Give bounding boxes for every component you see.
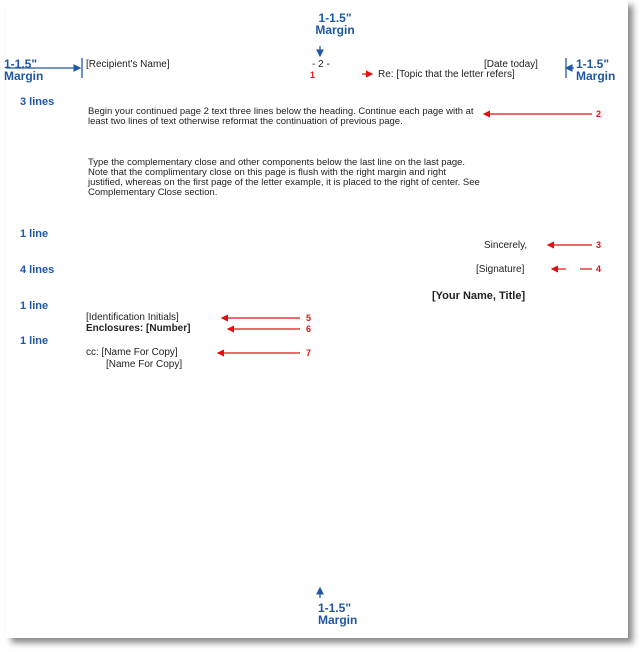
callout-number-3: 3 [596,240,602,250]
left-margin-word: Margin [4,69,44,83]
complimentary-close: Sincerely, [484,240,528,251]
recipient-name: [Recipient's Name] [86,59,170,70]
top-margin-label [300,12,370,36]
top-margin-word: Margin [315,23,355,37]
callout-number-7: 7 [306,348,312,358]
callout-number-4: 4 [596,264,602,274]
left-margin-label [4,58,76,82]
spacing-one-line-c: 1 line [20,335,49,347]
page-number: - 2 - [312,59,330,70]
bottom-margin-label [318,602,388,626]
callout-number-1: 1 [310,70,316,80]
signature: [Signature] [476,264,525,275]
callout-number-5: 5 [306,313,312,323]
right-margin-word: Margin [576,69,616,83]
spacing-one-line-a: 1 line [20,228,49,240]
spacing-three-lines: 3 lines [20,96,55,108]
right-margin-size: 1-1.5" [576,57,610,71]
date-today: [Date today] [484,59,538,70]
bottom-margin-word: Margin [318,613,358,627]
callout-number-6: 6 [306,324,312,334]
body-paragraph-1: Begin your continued page 2 text three lines below the heading. Continue each page with at least two lines of text otherwise reformat the continuation of previous page. [88,106,474,127]
identification-initials: [Identification Initials] [86,312,179,323]
left-margin-size: 1-1.5" [4,57,38,71]
body-paragraph-2: Type the complementary close and other components below the last line on the last page. Note that the complimentary close on this page is flush with the right margin and right justified, whereas on the first page of the letter example, it is placed to the right of center. See Complementary Close section. [88,157,480,198]
cc-line-1: cc: [Name For Copy] [86,347,178,358]
re-line: Re: [Topic that the letter refers] [378,69,515,80]
spacing-one-line-b: 1 line [20,300,49,312]
enclosures: Enclosures: [Number] [86,323,191,334]
right-margin-label [576,58,640,82]
top-margin-size: 1-1.5" [318,11,352,25]
callout-number-2: 2 [596,109,602,119]
spacing-four-lines: 4 lines [20,264,55,276]
bottom-margin-size: 1-1.5" [318,601,352,615]
cc-line-2: [Name For Copy] [106,359,183,370]
name-title: [Your Name, Title] [432,290,526,302]
